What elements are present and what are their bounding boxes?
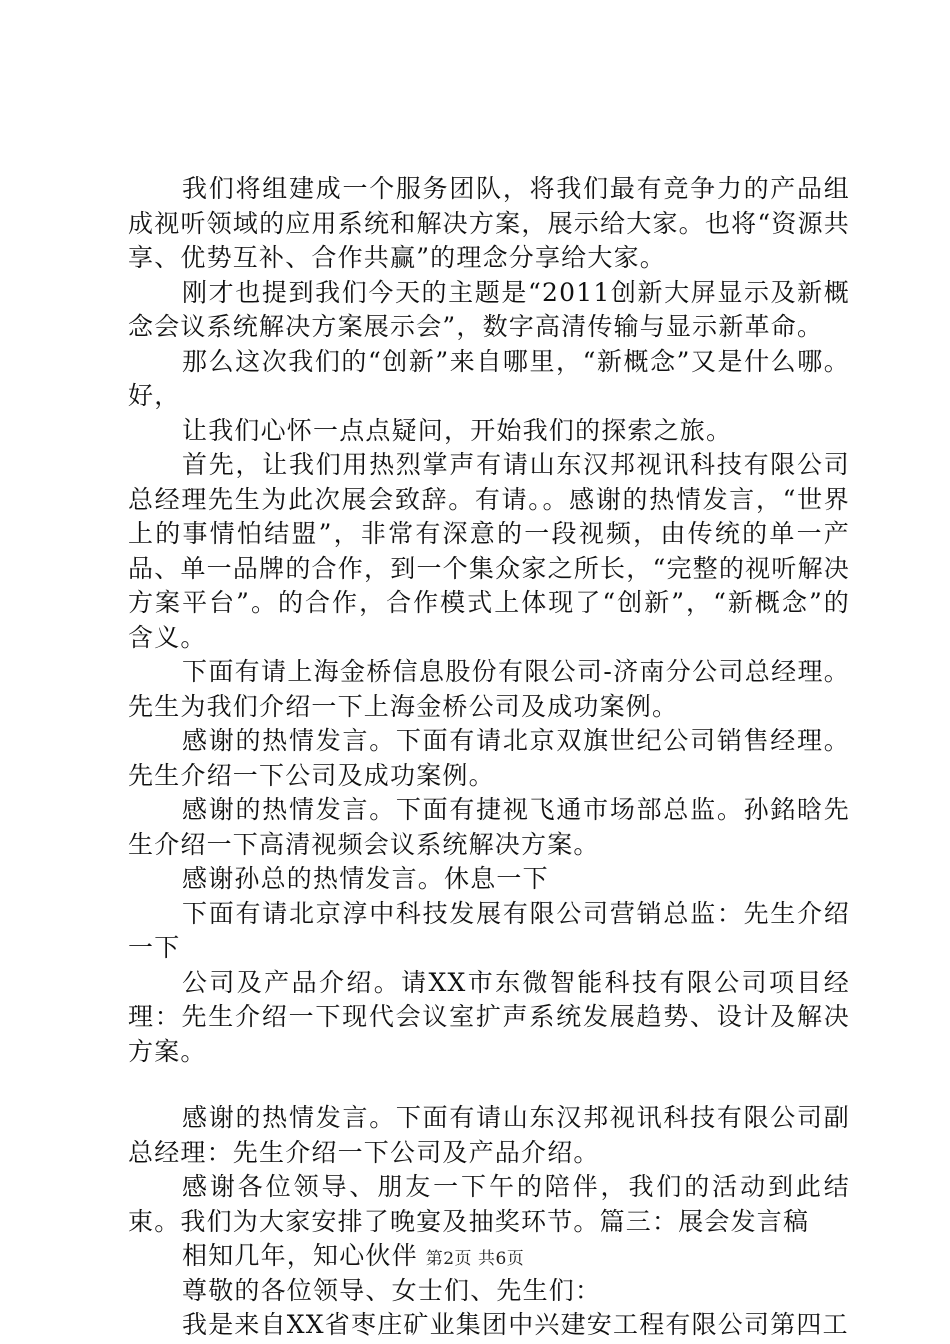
paragraph-subtitle: 相知几年，知心伙伴 xyxy=(182,1241,418,1270)
paragraph-dongwei: 公司及产品介绍。请XX市东微智能科技有限公司项目经理：先生介绍一下现代会议室扩声系统发展趋势、设计及解决方案。 xyxy=(128,967,850,1066)
paragraph-break: 感谢孙总的热情发言。休息一下 xyxy=(182,864,549,893)
paragraph-shuangqi: 感谢的热情发言。下面有请北京双旗世纪公司销售经理。先生介绍一下公司及成功案例。 xyxy=(128,726,850,790)
paragraph-exploration: 让我们心怀一点点疑问，开始我们的探索之旅。 xyxy=(182,415,733,445)
page-number-footer: 第2页 共6页 xyxy=(425,1249,525,1269)
paragraph-theme: 刚才也提到我们今天的主题是“2011创新大屏显示及新概念会议系统解决方案展示会”，数字高清传输与显示新革命。 xyxy=(128,277,850,341)
paragraph-innovation-question: 那么这次我们的“创新”来自哪里，“新概念”又是什么哪。好， xyxy=(128,346,850,410)
paragraph-jieshi: 感谢的热情发言。下面有捷视飞通市场部总监。孙銘晗先生介绍一下高清视频会议系统解决方案。 xyxy=(128,795,850,859)
paragraph-opening-speech: 首先，让我们用热烈掌声有请山东汉邦视讯科技有限公司总经理先生为此次展会致辞。有请。。感谢的热情发言，“世界上的事情怕结盟”，非常有深意的一段视频，由传统的单一产品、单一品牌的合作，到一个集众家之所长，“完整的视听解决方案平台”。的合作，合作模式上体现了“创新”，“新概念”的含义。 xyxy=(128,450,850,652)
document-body xyxy=(128,172,850,1343)
paragraph-salutation: 尊敬的各位领导、女士们、先生们： xyxy=(182,1275,602,1305)
paragraph-closing: 感谢各位领导、朋友一下午的陪伴，我们的活动到此结束。我们为大家安排了晚宴及抽奖环节。篇三：展会发言稿 xyxy=(128,1172,850,1236)
paragraph-service-team: 我们将组建成一个服务团队，将我们最有竞争力的产品组成视听领域的应用系统和解决方案，展示给大家。也将“资源共享、优势互补、合作共赢”的理念分享给大家。 xyxy=(128,174,850,272)
paragraph-spacer xyxy=(128,1069,850,1101)
paragraph-chunzhong: 下面有请北京淳中科技发展有限公司营销总监：先生介绍一下 xyxy=(128,898,850,962)
paragraph-jinqiao: 下面有请上海金桥信息股份有限公司-济南分公司总经理。先生为我们介绍一下上海金桥公司及成功案例。 xyxy=(128,657,850,721)
paragraph-self-intro: 我是来自XX省枣庄矿业集团中兴建安工程有限公司第四工 xyxy=(182,1310,849,1339)
paragraph-hanbang-deputy: 感谢的热情发言。下面有请山东汉邦视讯科技有限公司副总经理：先生介绍一下公司及产品介绍。 xyxy=(128,1103,850,1167)
